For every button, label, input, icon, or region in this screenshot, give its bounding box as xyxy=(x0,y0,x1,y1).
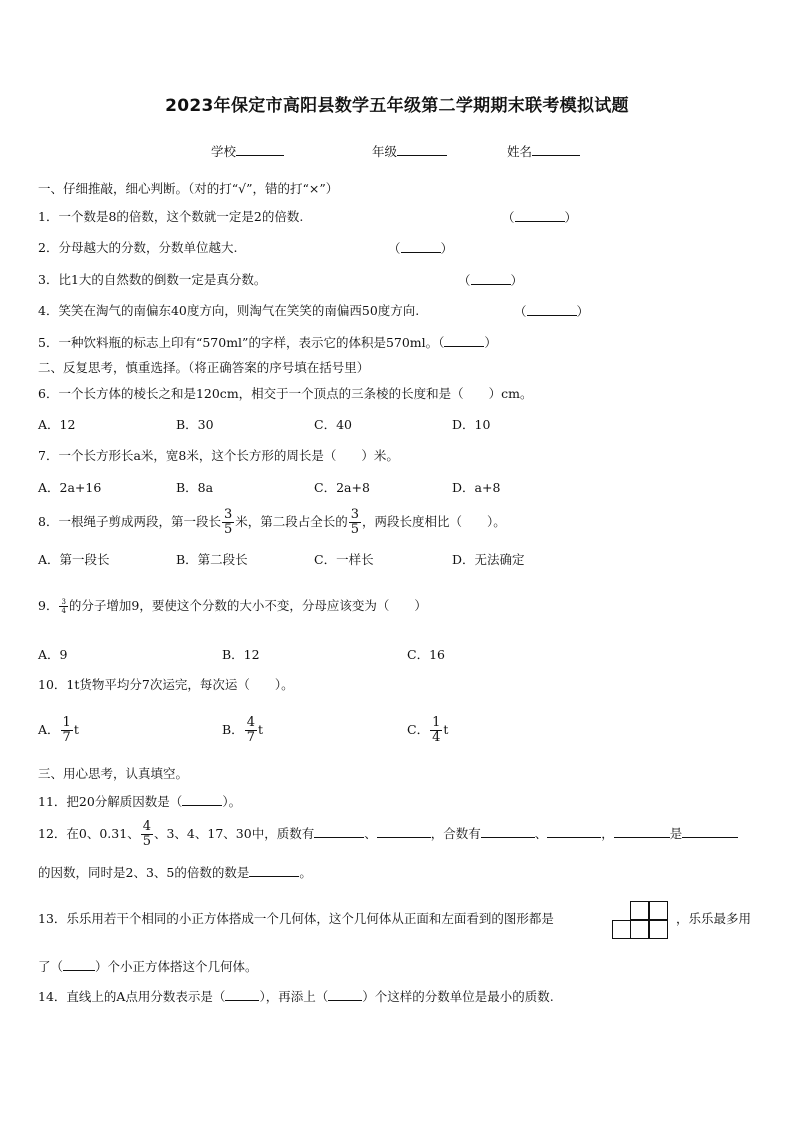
q6-option-b[interactable]: B．30 xyxy=(176,417,214,432)
q9-option-a[interactable]: A．9 xyxy=(38,647,68,662)
q13-blank[interactable] xyxy=(63,958,95,971)
cube-view-figure xyxy=(612,901,668,939)
q12-composite-blank-1[interactable] xyxy=(481,825,535,838)
question-2: 2．分母越大的分数，分数单位越大. xyxy=(38,240,238,255)
q11-blank[interactable] xyxy=(182,793,222,806)
question-6: 6．一个长方体的棱长之和是120cm，相交于一个顶点的三条棱的长度和是（ ）cm。 xyxy=(38,386,533,401)
q7-option-a[interactable]: A．2a+16 xyxy=(38,480,102,495)
q9-option-b[interactable]: B．12 xyxy=(222,647,260,662)
q10-option-b[interactable]: B． $\frac{4}{7}$ t xyxy=(222,715,263,745)
question-14: 14．直线上的A点用分数表示是（ ），再添上（ ）个这样的分数单位是最小的质数. xyxy=(38,989,554,1004)
grade-label: 年级 xyxy=(372,144,398,159)
grade-field[interactable] xyxy=(372,143,447,160)
q8-fraction-2: $\frac{3}{5}$ xyxy=(350,507,360,537)
q6-option-a[interactable]: A．12 xyxy=(38,417,76,432)
q9-option-c[interactable]: C．16 xyxy=(407,647,445,662)
name-label: 姓名 xyxy=(507,144,533,159)
school-field[interactable] xyxy=(211,143,284,160)
question-10: 10．1t货物平均分7次运完，每次运（ ）。 xyxy=(38,677,294,692)
question-9: 9． $\frac{3}{4}$ 的分子增加9，要使这个分数的大小不变，分母应该变为（ ） xyxy=(38,598,427,615)
school-label: 学校 xyxy=(211,144,237,159)
q8-option-c[interactable]: C．一样长 xyxy=(314,552,374,567)
q12-factor-blank-2[interactable] xyxy=(682,825,738,838)
q6-option-d[interactable]: D．10 xyxy=(452,417,491,432)
q12-prime-blank-2[interactable] xyxy=(377,825,431,838)
question-5 xyxy=(38,334,497,351)
q9-fraction: $\frac{3}{4}$ xyxy=(61,598,66,615)
section-1-heading: 一、仔细推敲，细心判断。（对的打“√”，错的打“×”） xyxy=(38,181,339,196)
question-12-line-2: 的因数，同时是2、3、5的倍数的数是 。 xyxy=(38,865,312,880)
question-4: 4．笑笑在淘气的南偏东40度方向，则淘气在笑笑的南偏西50度方向. xyxy=(38,303,420,318)
q12-composite-blank-2[interactable] xyxy=(547,825,601,838)
section-2-heading: 二、反复思考，慎重选择。（将正确答案的序号填在括号里） xyxy=(38,360,370,375)
answer-box-1[interactable]: （ ） xyxy=(502,210,578,225)
q7-option-c[interactable]: C．2a+8 xyxy=(314,480,370,495)
q7-option-d[interactable]: D．a+8 xyxy=(452,480,501,495)
question-13-line-2: 了（ ）个小正方体搭这个几何体。 xyxy=(38,959,258,974)
q12-multiple-blank[interactable] xyxy=(249,864,299,877)
question-1: 1．一个数是8的倍数，这个数就一定是2的倍数. xyxy=(38,209,304,224)
q8-option-a[interactable]: A．第一段长 xyxy=(38,552,110,567)
question-12-line-1: 12．在0、0.31、 $\frac{4}{5}$ 、3、4、17、30中，质数有 、 ，合数有 、 ， 是 xyxy=(38,818,738,850)
answer-box-5[interactable]: （ ） xyxy=(438,335,497,350)
question-7: 7．一个长方形长a米，宽8米，这个长方形的周长是（ ）米。 xyxy=(38,448,399,463)
q10-option-a[interactable]: A． $\frac{1}{7}$ t xyxy=(38,715,79,745)
question-11: 11．把20分解质因数是（ ）。 xyxy=(38,794,242,809)
section-3-heading: 三、用心思考，认真填空。 xyxy=(38,766,189,781)
q10-option-c[interactable]: C． $\frac{1}{4}$ t xyxy=(407,715,449,745)
q12-prime-blank-1[interactable] xyxy=(314,825,364,838)
page-title: 2023年保定市高阳县数学五年级第二学期期末联考模拟试题 xyxy=(165,96,629,116)
answer-box-4[interactable]: （ ） xyxy=(514,304,590,319)
name-blank[interactable] xyxy=(532,143,580,156)
name-field[interactable] xyxy=(507,143,580,160)
answer-box-3[interactable]: （ ） xyxy=(458,273,524,288)
question-5-text: 5．一种饮料瓶的标志上印有“570ml”的字样，表示它的体积是570ml。 xyxy=(38,335,439,350)
answer-box-2[interactable]: （ ） xyxy=(388,241,454,256)
q12-fraction: $\frac{4}{5}$ xyxy=(142,819,151,849)
q14-blank-2[interactable] xyxy=(328,988,362,1001)
school-blank[interactable] xyxy=(236,143,284,156)
question-8: 8．一根绳子剪成两段，第一段长 $\frac{3}{5}$ 米，第二段占全长的 $\frac{3}{5}$ ，两段长度相比（ ）。 xyxy=(38,507,506,537)
q8-option-b[interactable]: B．第二段长 xyxy=(176,552,248,567)
q8-fraction-1: $\frac{3}{5}$ xyxy=(223,507,233,537)
q8-option-d[interactable]: D．无法确定 xyxy=(452,552,525,567)
q14-blank-1[interactable] xyxy=(225,988,259,1001)
question-3: 3．比1大的自然数的倒数一定是真分数。 xyxy=(38,272,267,287)
q12-factor-blank-1[interactable] xyxy=(614,825,670,838)
q6-option-c[interactable]: C．40 xyxy=(314,417,352,432)
grade-blank[interactable] xyxy=(397,143,447,156)
question-13-tail: ，乐乐最多用 xyxy=(676,911,752,926)
q7-option-b[interactable]: B．8a xyxy=(176,480,214,495)
question-13-line-1: 13．乐乐用若干个相同的小正方体搭成一个几何体，这个几何体从正面和左面看到的图形都是 xyxy=(38,911,554,926)
